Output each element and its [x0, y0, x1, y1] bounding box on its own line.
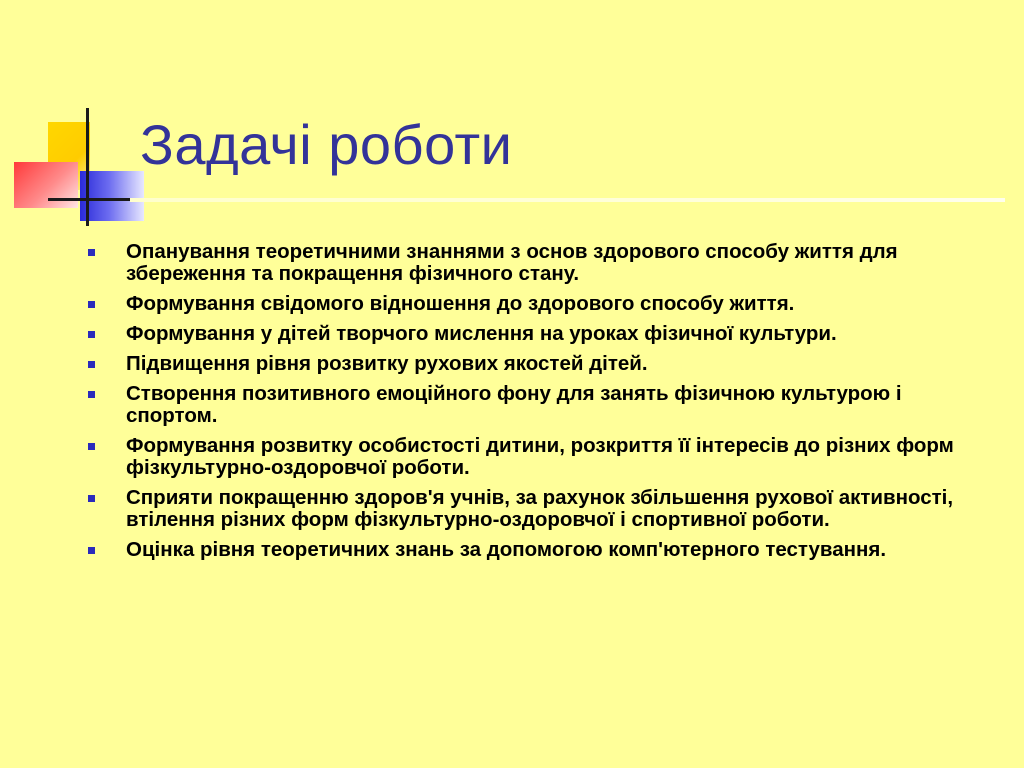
vertical-line [86, 108, 89, 226]
list-item-text: Формування свідомого відношення до здорового способу життя. [126, 292, 795, 315]
list-item-text: Опанування теоретичними знаннями з основ здорового способу життя для збереження та покращення фізичного стану. [126, 240, 898, 285]
list-item [84, 435, 964, 479]
list-item [84, 241, 964, 285]
list-item [84, 487, 964, 531]
list-item [84, 353, 964, 375]
title-underline [130, 198, 1005, 202]
list-item-text: Підвищення рівня розвитку рухових якостей дітей. [126, 352, 648, 375]
square-bullet-icon [88, 495, 95, 502]
task-list [84, 241, 964, 569]
list-item [84, 323, 964, 345]
square-bullet-icon [88, 301, 95, 308]
list-item-text: Оцінка рівня теоретичних знань за допомогою комп'ютерного тестування. [126, 538, 887, 561]
slide-title: Задачі роботи [140, 113, 513, 176]
list-item-text: Сприяти покращенню здоров'я учнів, за рахунок збільшення рухової активності, втілення різних форм фізкультурно-оздоровчої і спортивної роботи. [126, 486, 954, 531]
list-item [84, 539, 964, 561]
color-squares-logo-icon [0, 0, 160, 240]
red-square [14, 162, 78, 208]
square-bullet-icon [88, 443, 95, 450]
blue-square [80, 171, 144, 221]
list-item-text: Формування розвитку особистості дитини, розкриття її інтересів до різних форм фізкультурно-оздоровчої роботи. [126, 434, 954, 479]
list-item [84, 293, 964, 315]
square-bullet-icon [88, 249, 95, 256]
list-item [84, 383, 964, 427]
list-item-text: Формування у дітей творчого мислення на уроках фізичної культури. [126, 322, 837, 345]
square-bullet-icon [88, 391, 95, 398]
list-item-text: Створення позитивного емоційного фону для занять фізичною культурою і спортом. [126, 382, 902, 427]
square-bullet-icon [88, 547, 95, 554]
square-bullet-icon [88, 361, 95, 368]
square-bullet-icon [88, 331, 95, 338]
